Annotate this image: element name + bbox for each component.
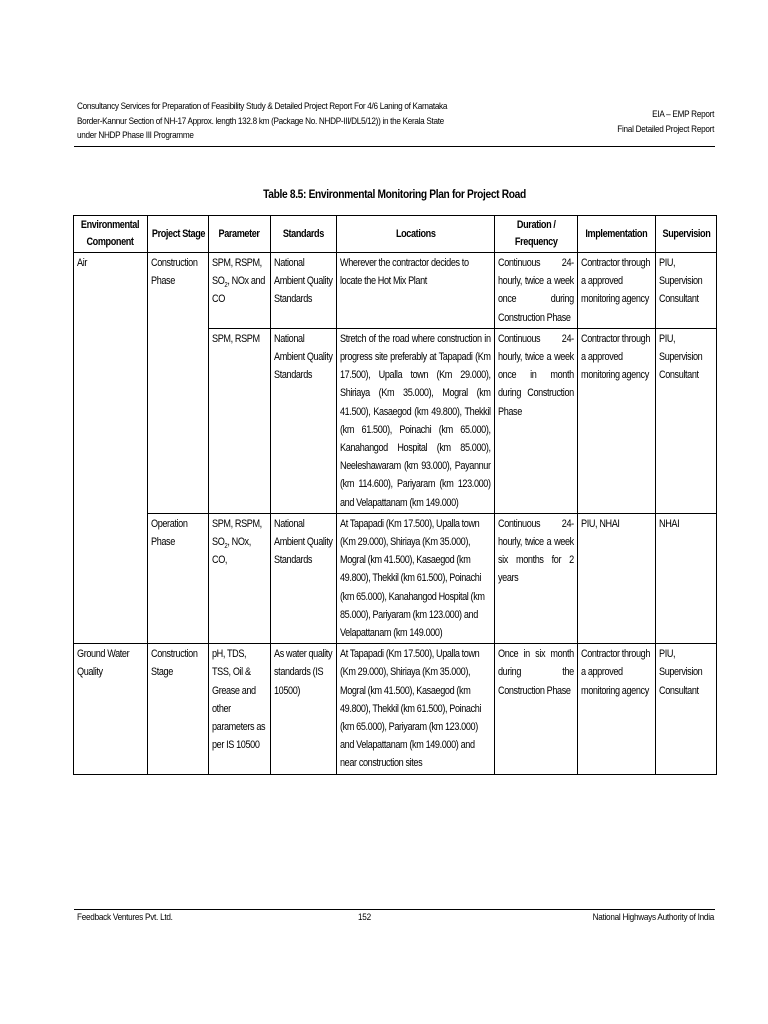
stage-cell: Construction Stage bbox=[148, 644, 209, 774]
header-line: under NHDP Phase III Programme bbox=[77, 130, 194, 140]
report-header-title bbox=[77, 99, 447, 143]
column-header: Parameter bbox=[209, 216, 271, 253]
column-header: Implementation bbox=[578, 216, 656, 253]
footer-company: Feedback Ventures Pvt. Ltd. bbox=[77, 912, 173, 922]
component-cell: Air bbox=[74, 253, 148, 644]
column-header: Project Stage bbox=[148, 216, 209, 253]
supervision-cell: PIU, Supervision Consultant bbox=[656, 253, 717, 329]
table-row bbox=[74, 513, 717, 643]
implementation-cell: Contractor through a approved monitoring agency bbox=[578, 328, 656, 513]
locations-cell: At Tapapadi (Km 17.500), Upalla town (Km 29.000), Shiriaya (Km 35.000), Mogral (km 41.500), Kasaegod (km 49.800), Thekkil (km 61.500), Poinachi (km 65.000), Kanahangod Hospital (km 85.000), Pariyaram (km 123.000) and Velapattanam (km 149.000) bbox=[337, 513, 495, 643]
implementation-cell: Contractor through a approved monitoring agency bbox=[578, 644, 656, 774]
header-line: Border-Kannur Section of NH-17 Approx. length 132.8 km (Package No. NHDP-III/DL5/12)) in the Kerala State bbox=[77, 115, 444, 126]
header-line: EIA – EMP Report bbox=[651, 109, 714, 119]
frequency-cell: Once in six month during the Construction Phase bbox=[495, 644, 578, 774]
supervision-cell: PIU, Supervision Consultant bbox=[656, 644, 717, 774]
monitoring-plan-table bbox=[73, 215, 717, 775]
table-row bbox=[74, 644, 717, 774]
table-caption: Table 8.5: Environmental Monitoring Plan for Project Road bbox=[263, 187, 526, 201]
standards-cell: National Ambient Quality Standards bbox=[271, 513, 337, 643]
header-divider bbox=[74, 146, 715, 147]
column-header: Duration / Frequency bbox=[495, 216, 578, 253]
frequency-cell: Continuous 24-hourly, twice a week once in month during Construction Phase bbox=[495, 328, 578, 513]
footer-client: National Highways Authority of India bbox=[592, 912, 714, 922]
standards-cell: National Ambient Quality Standards bbox=[271, 328, 337, 513]
standards-cell: As water quality standards (IS 10500) bbox=[271, 644, 337, 774]
stage-cell: Construction Phase bbox=[148, 253, 209, 514]
frequency-cell: Continuous 24-hourly, twice a week once during Construction Phase bbox=[495, 253, 578, 329]
parameter-cell: SPM, RSPM bbox=[209, 328, 271, 513]
report-header-type bbox=[617, 107, 714, 136]
locations-cell: At Tapapadi (Km 17.500), Upalla town (Km 29.000), Shiriaya (Km 35.000), Mogral (km 41.500), Kasaegod (km 49.800), Thekkil (km 61.500), Poinachi (km 65.000), Pariyaram (km 123.000) and Velapattanam (km 149.000) and near construction sites bbox=[337, 644, 495, 774]
locations-cell: Wherever the contractor decides to locate the Hot Mix Plant bbox=[337, 253, 495, 329]
parameter-cell: SPM, RSPM, $SO_2$, NOx, CO, bbox=[209, 513, 271, 643]
column-header: Supervision bbox=[656, 216, 717, 253]
frequency-cell: Continuous 24-hourly, twice a week six months for 2 years bbox=[495, 513, 578, 643]
parameter-cell: pH, TDS, TSS, Oil & Grease and other parameters as per IS 10500 bbox=[209, 644, 271, 774]
column-header: Environmental Component bbox=[74, 216, 148, 253]
parameter-cell: SPM, RSPM, $SO_2$, NOx and CO bbox=[209, 253, 271, 329]
header-line: Consultancy Services for Preparation of Feasibility Study & Detailed Project Report For 4/6 Laning of Karnataka bbox=[77, 101, 448, 111]
locations-cell: Stretch of the road where construction in progress site preferably at Tapapadi (Km 17.500), Upalla town (Km 29.000), Shiriaya (Km 35.000), Mogral (km 41.500), Kasaegod (km 49.800), Thekkil (km 61.500), Poinachi (km 65.000), Kanahangod Hospital (km 85.000), Neeleshawaram (km 93.000), Payannur (km 114.600), Pariyaram (km 123.000) and Velapattanam (km 149.000) bbox=[337, 328, 495, 513]
implementation-cell: PIU, NHAI bbox=[578, 513, 656, 643]
footer-divider bbox=[74, 909, 715, 910]
standards-cell: National Ambient Quality Standards bbox=[271, 253, 337, 329]
page-number: 152 bbox=[358, 912, 371, 922]
implementation-cell: Contractor through a approved monitoring agency bbox=[578, 253, 656, 329]
table-header-row bbox=[74, 216, 717, 253]
column-header: Locations bbox=[337, 216, 495, 253]
component-cell: Ground Water Quality bbox=[74, 644, 148, 774]
table-row bbox=[74, 253, 717, 329]
supervision-cell: PIU, Supervision Consultant bbox=[656, 328, 717, 513]
header-line: Final Detailed Project Report bbox=[617, 123, 714, 134]
stage-cell: Operation Phase bbox=[148, 513, 209, 643]
column-header: Standards bbox=[271, 216, 337, 253]
supervision-cell: NHAI bbox=[656, 513, 717, 643]
